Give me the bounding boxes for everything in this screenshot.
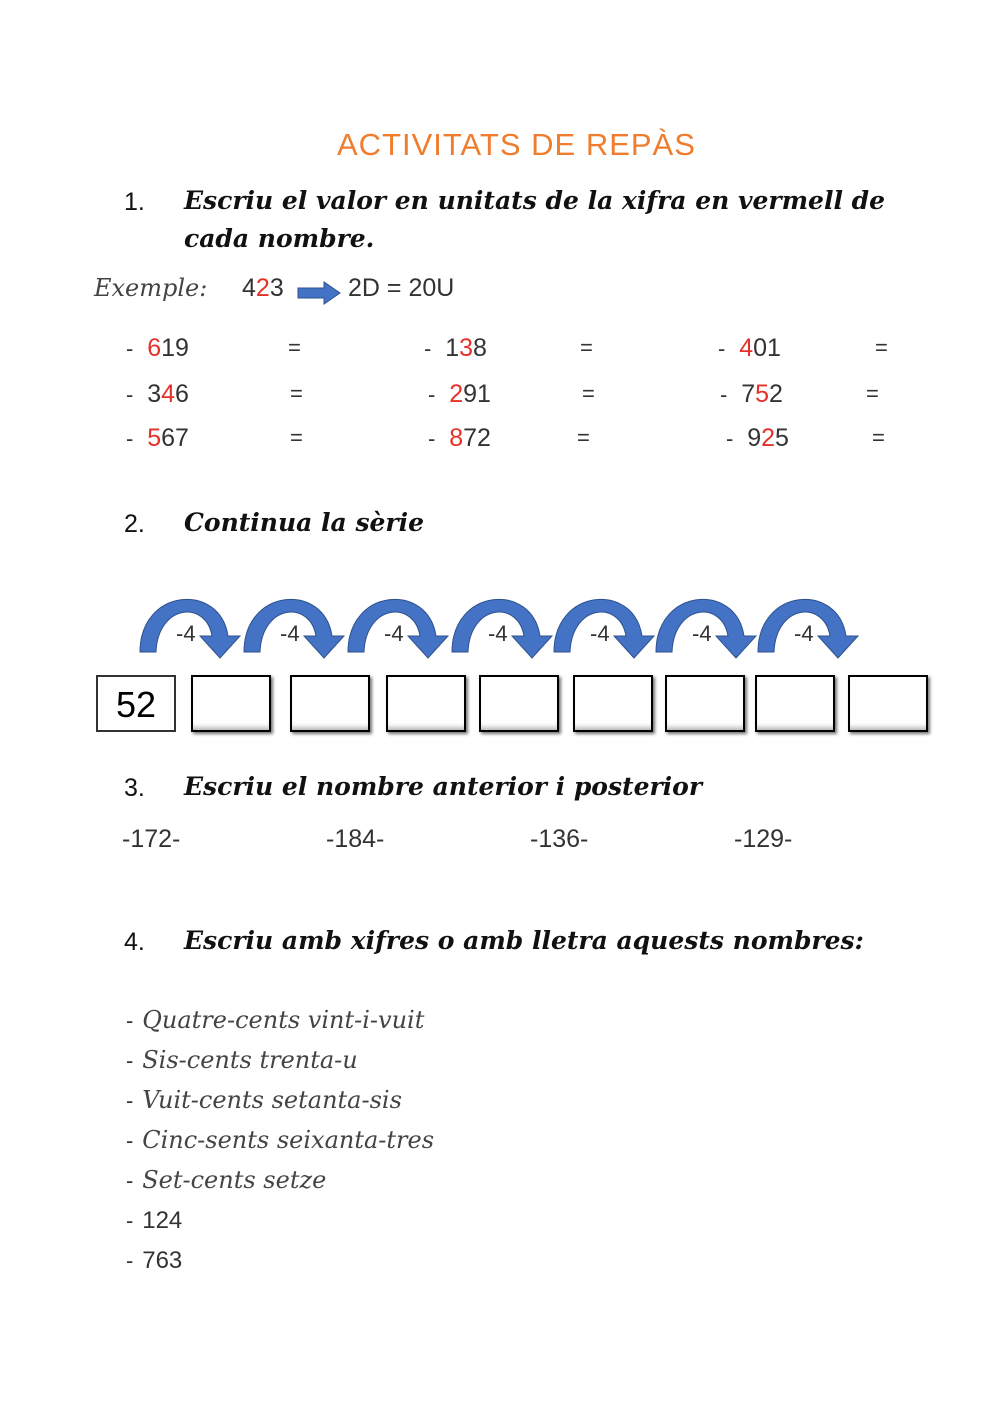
neighbor-number-item: -136- (530, 825, 589, 853)
equals-sign: = (580, 335, 593, 360)
step-label: -4 (590, 621, 610, 646)
example-number: 423 (242, 274, 284, 302)
equals-sign: = (875, 335, 888, 360)
equals-sign: = (290, 425, 303, 450)
place-value-item: - 138 (424, 334, 487, 362)
example-label: Exemple: (94, 274, 208, 302)
place-value-item: - 752 (720, 380, 783, 408)
neighbor-number-item: -184- (326, 825, 385, 853)
number-words-list (126, 1002, 434, 1282)
step-label: -4 (384, 621, 404, 646)
equals-sign: = (582, 381, 595, 406)
series-answer-box[interactable] (755, 675, 835, 732)
step-label: -4 (488, 621, 508, 646)
arrow-right-icon (296, 280, 342, 306)
step-label: -4 (692, 621, 712, 646)
equals-sign: = (288, 335, 301, 360)
place-value-item: - 872 (428, 424, 491, 452)
series-answer-box[interactable] (573, 675, 653, 732)
series-answer-box[interactable] (479, 675, 559, 732)
series-answer-box[interactable] (290, 675, 370, 732)
step-label: -4 (176, 621, 196, 646)
neighbor-number-item: -172- (122, 825, 181, 853)
question-3-number: 3. (124, 774, 145, 802)
list-item: - Sis-cents trenta-u (126, 1046, 358, 1074)
place-value-item: - 346 (126, 380, 189, 408)
series-answer-box[interactable] (665, 675, 745, 732)
list-item: - 763 (126, 1247, 183, 1274)
list-item: - Cinc-sents seixanta-tres (126, 1126, 435, 1154)
equals-sign: = (290, 381, 303, 406)
place-value-item: - 567 (126, 424, 189, 452)
series-start-box: 52 (96, 675, 176, 732)
question-1-number: 1. (124, 188, 145, 216)
page-title: ACTIVITATS DE REPÀS (337, 127, 696, 162)
question-4-text: Escriu amb xifres o amb lletra aquests nombres: (184, 926, 864, 955)
list-item: - 124 (126, 1207, 183, 1234)
place-value-item: - 401 (718, 334, 781, 362)
list-item: - Vuit-cents setanta-sis (126, 1086, 402, 1114)
place-value-item: - 619 (126, 334, 189, 362)
question-2-number: 2. (124, 510, 145, 538)
list-item: - Quatre-cents vint-i-vuit (126, 1006, 425, 1034)
place-value-item: - 291 (428, 380, 491, 408)
question-1-text-cont: cada nombre. (184, 224, 375, 253)
step-label: -4 (794, 621, 814, 646)
step-label: -4 (280, 621, 300, 646)
equals-sign: = (577, 425, 590, 450)
series-answer-box[interactable] (848, 675, 928, 732)
question-1-text: Escriu el valor en unitats de la xifra en vermell de (184, 186, 886, 215)
example-result: 2D = 20U (348, 274, 455, 302)
list-item: - Set-cents setze (126, 1166, 327, 1194)
equals-sign: = (872, 425, 885, 450)
neighbor-number-item: -129- (734, 825, 793, 853)
question-2-text: Continua la sèrie (184, 508, 425, 537)
series-answer-box[interactable] (386, 675, 466, 732)
question-4-number: 4. (124, 928, 145, 956)
question-3-text: Escriu el nombre anterior i posterior (184, 772, 703, 801)
series-answer-box[interactable] (191, 675, 271, 732)
equals-sign: = (866, 381, 879, 406)
place-value-item: - 925 (726, 424, 789, 452)
